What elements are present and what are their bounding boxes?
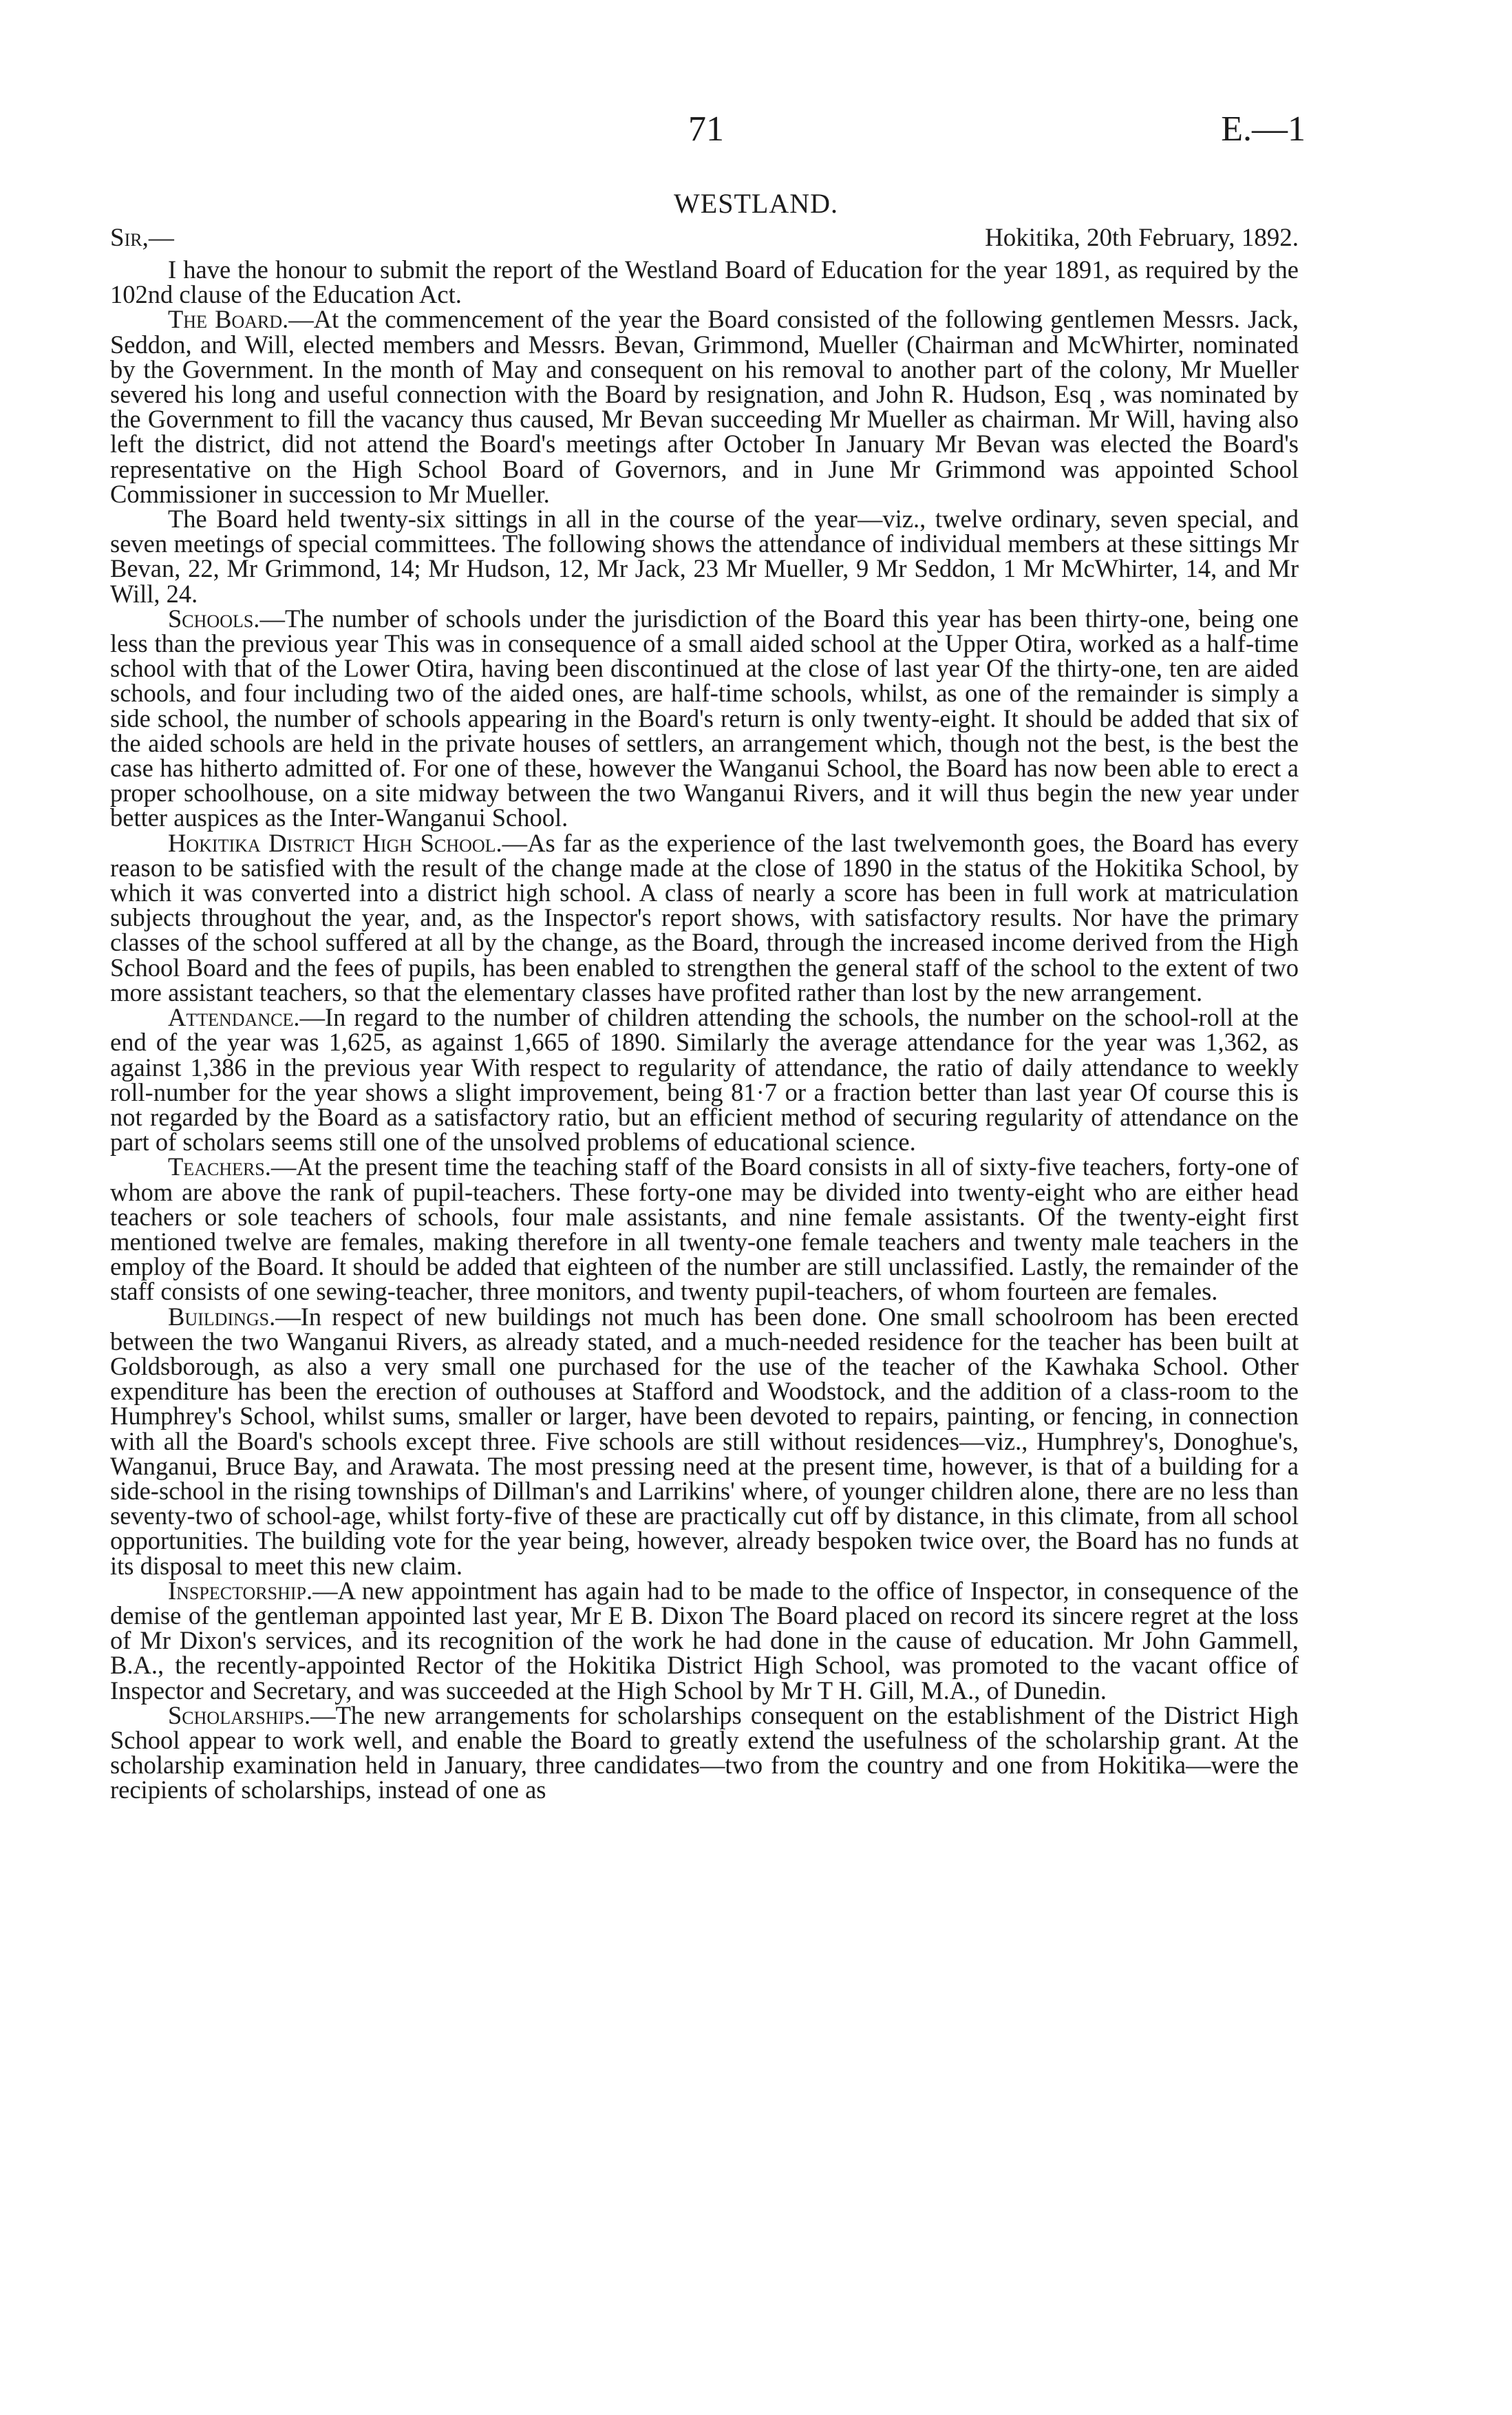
- paragraph-lead: Attendance.: [168, 1003, 300, 1032]
- paragraph-scholarships: [110, 1700, 1299, 1804]
- section-code: E.—1: [1221, 109, 1306, 149]
- page-number: 71: [688, 109, 724, 149]
- paragraph-text: —In respect of new buildings not much has been done. One small schoolroom has been erected between the two Wanganui Rivers, as already stated, and a much-needed residence for the teacher has been built at Goldsborough, as also a very small one purchased for the use of the teacher of the Kawhaka School. Other expenditure has been the erection of outhouses at Stafford and Woodstock, and the addition of a class-room to the Humphrey's School, whilst sums, smaller or larger, have been devoted to repairs, painting, or fencing, in connection with all the Board's schools except three. Five schools are still without residences—viz., Humphrey's, Donoghue's, Wanganui, Bruce Bay, and Arawata. The most pressing need at the present time, however, is that of a building for a side-school in the rising townships of Dillman's and Larrikins' where, of younger children alone, there are no less than seventy-two of school-age, whilst forty-five of these are practically cut off by distance, in this climate, from all school opportunities. The building vote for the year being, however, already bespoken twice over, the Board has no funds at its disposal to meet this new claim.: [110, 1302, 1299, 1580]
- paragraph-text: —A new appointment has again had to be made to the office of Inspector, in consequence of the demise of the gentleman appointed last year, Mr E B. Dixon The Board placed on record its sincere regret at the loss of Mr Dixon's services, and its recognition of the work he had done in the cause of education. Mr John Gammell, B.A., the recently-appointed Rector of the Hokitika District High School, was promoted to the vacant office of Inspector and Secretary, and was succeeded at the High School by Mr T H. Gill, M.A., of Dunedin.: [110, 1576, 1299, 1705]
- page-header: [0, 109, 1512, 164]
- report-body: [110, 257, 1299, 1803]
- paragraph-text: —The number of schools under the jurisdiction of the Board this year has been thirty-one, being one less than the previous year This was in consequence of a small aided school at the Upper Otira, worked as a half-time school with that of the Lower Otira, having been discontinued at the close of last year Of the thirty-one, ten are aided schools, and four including two of the aided ones, are half-time schools, whilst, as one of the remainder is simply a side school, the number of schools appearing in the Board's return is only twenty-eight. It should be added that six of the aided schools are held in the private houses of settlers, an arrangement which, though not the best, is the best the case has hitherto admitted of. For one of these, however the Wanganui School, the Board has now been able to erect a proper schoolhouse, on a site midway between the two Wanganui Rivers, and it will thus begin the new year under better auspices as the Inter-Wanganui School.: [110, 604, 1299, 832]
- paragraph-text: I have the honour to submit the report of the Westland Board of Education for the year 1891, as required by the 102nd clause of the Education Act.: [110, 255, 1299, 309]
- paragraph-lead: Schools.: [168, 604, 260, 633]
- paragraph-schools: [110, 604, 1299, 832]
- salutation-row: [110, 223, 1299, 257]
- paragraph-text: —At the commencement of the year the Board consisted of the following gentlemen Messrs. Jack, Seddon, and Will, elected members and Messrs. Bevan, Grimmond, Mueller (Chairman and McWhirter, nominated by the Government. In the month of May and consequent on his removal to another part of the colony, Mr Mueller severed his long and useful connection with the Board by resignation, and John R. Hudson, Esq , was nominated by the Government to fill the vacancy thus caused, Mr Bevan succeeding Mr Mueller as chairman. Mr Will, having also left the district, did not attend the Board's meetings after October In January Mr Bevan was elected the Board's representative on the High School Board of Governors, and in June Mr Grimmond was appointed School Commissioner in succession to Mr Mueller.: [110, 305, 1299, 508]
- paragraph-intro: [110, 257, 1299, 307]
- paragraph-text: —In regard to the number of children attending the schools, the number on the school-roll at the end of the year was 1,625, as against 1,665 of 1890. Similarly the average attendance for the year was 1,362, as against 1,386 in the previous year With respect to regularity of attendance, the ratio of daily attendance to weekly roll-number for the year shows a slight improvement, being 81·7 or a fraction better than last year Of course this is not regarded by the Board as a satisfactory ratio, but an efficient method of securing regularity of attendance on the part of scholars seems still one of the unsolved problems of educational science.: [110, 1003, 1299, 1157]
- paragraph-hokitika-district-high-school: [110, 828, 1299, 1006]
- paragraph-inspectorship: [110, 1576, 1299, 1705]
- paragraph-board-sittings: [110, 507, 1299, 607]
- paragraph-text: —As far as the experience of the last twelvemonth goes, the Board has every reason to be satisfied with the result of the change made at the close of 1890 in the status of the Hokitika School, by which it was converted into a district high school. A class of nearly a score has been in full work at matriculation subjects throughout the year, and, as the Inspector's report shows, with satisfactory results. Nor have the primary classes of the school suffered at all by the change, as the Board, through the increased income derived from the High School Board and the fees of pupils, has been enabled to strengthen the general staff of the school to the extent of two more assistant teachers, so that the elementary classes have profited rather than lost by the new arrangement.: [110, 828, 1299, 1006]
- paragraph-text: —The new arrangements for scholarships consequent on the establishment of the District High School appear to work well, and enable the Board to greatly extend the usefulness of the scholarship grant. At the scholarship examination held in January, three candidates—two from the country and one from Hokitika—were the recipients of scholarships, instead of one as: [110, 1700, 1299, 1804]
- paragraph-lead: Inspectorship.: [168, 1576, 313, 1605]
- salutation: Sir,—: [110, 224, 174, 252]
- paragraph-lead: Hokitika District High School.: [168, 828, 502, 857]
- paragraph-text: The Board held twenty-six sittings in all in the course of the year—viz., twelve ordinary, seven special, and seven meetings of special committees. The following shows the attendance of individual members at these sittings Mr Bevan, 22, Mr Grimmond, 14; Mr Hudson, 12, Mr Jack, 23 Mr Mueller, 9 Mr Seddon, 1 Mr McWhirter, 14, and Mr Will, 24.: [110, 505, 1299, 608]
- paragraph-lead: The Board.: [168, 305, 289, 334]
- paragraph-teachers: [110, 1154, 1299, 1304]
- dateline: Hokitika, 20th February, 1892.: [985, 224, 1299, 252]
- paragraph-attendance: [110, 1003, 1299, 1157]
- paragraph-text: —At the present time the teaching staff of the Board consists in all of sixty-five teachers, forty-one of whom are above the rank of pupil-teachers. These forty-one may be divided into twenty-eight who are either head teachers or sole teachers of schools, four male assistants, and nine female assistants. Of the twenty-eight first mentioned twelve are females, making therefore in all twenty-one female teachers and twenty male teachers in the employ of the Board. It should be added that eighteen of the number are still unclassified. Lastly, the remainder of the staff consists of one sewing-teacher, three monitors, and twenty pupil-teachers, of whom fourteen are females.: [110, 1152, 1299, 1306]
- paragraph-lead: Scholarships.: [168, 1700, 311, 1729]
- report-title: WESTLAND.: [674, 188, 838, 219]
- paragraph-the-board: [110, 307, 1299, 507]
- paragraph-lead: Buildings.: [168, 1302, 276, 1331]
- paragraph-lead: Teachers.: [168, 1152, 271, 1181]
- paragraph-buildings: [110, 1302, 1299, 1580]
